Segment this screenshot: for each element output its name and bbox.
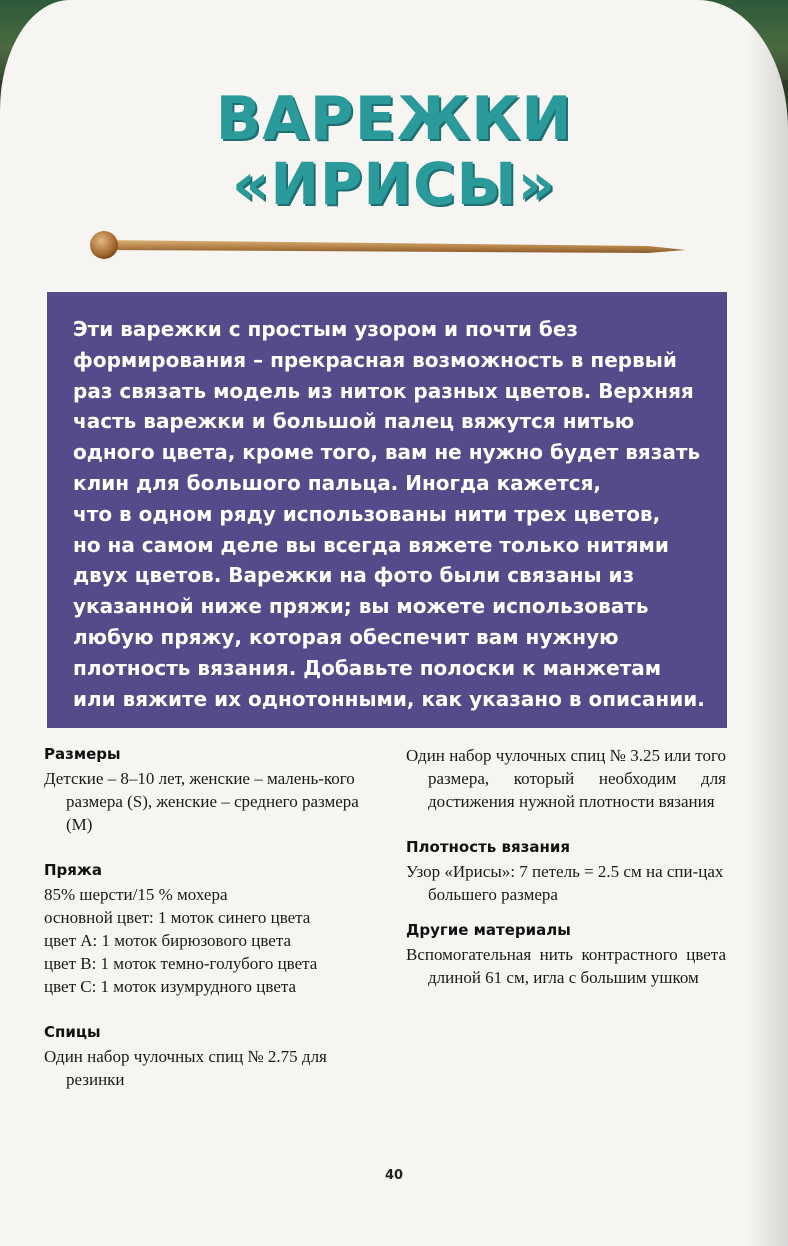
intro-text: Эти варежки с простым узором и почти без формирования – прекрасная возможность в первый раз связать модель из ниток разных цветов. Верхняя часть варежки и большой палец вяжутся нитью одного цвета, кроме того, вам не нужно будет вязать клин для большого пальца. Иногда кажется, что в одном ряду использованы нити трех цветов, но на самом деле вы всегда вяжете только нитями двух цветов. Варежки на фото были связаны из указанной ниже пряжи; вы можете использовать любую пряжу, которая обеспечит вам нужную плотность вязания. Добавьте полоски к манжетам или вяжите их однотонными, как указано в описании.: [73, 317, 705, 711]
needles-heading: Спицы: [44, 1023, 101, 1041]
left-column: [44, 744, 374, 1091]
yarn-line: цвет A: 1 моток бирюзового цвета: [44, 931, 292, 950]
yarn-line: цвет B: 1 моток темно-голубого цвета: [44, 954, 318, 973]
yarn-line: цвет C: 1 моток изумрудного цвета: [44, 977, 297, 996]
gauge-text: Узор «Ирисы»: 7 петель = 2.5 см на спи-цах большего размера: [406, 862, 724, 904]
sizes-text: Детские – 8–10 лет, женские – малень-кого размера (S), женские – среднего размера (M): [44, 769, 359, 834]
yarn-line: основной цвет: 1 моток синего цвета: [44, 908, 311, 927]
needles-text-2: Один набор чулочных спиц № 3.25 или того размера, который необходим для достижения нужной плотности вязания: [406, 746, 726, 811]
page-gutter-shadow: [748, 0, 788, 1246]
gauge-heading: Плотность вязания: [406, 838, 570, 856]
needles-text-1: Один набор чулочных спиц № 2.75 для резинки: [44, 1047, 327, 1089]
intro-box: [47, 292, 727, 728]
knitting-needle-icon: [88, 228, 688, 262]
right-column: [406, 744, 726, 989]
yarn-heading: Пряжа: [44, 861, 102, 879]
page-number: 40: [384, 1168, 404, 1183]
page-title-line1: ВАРЕЖКИ: [215, 84, 573, 154]
sizes-heading: Размеры: [44, 745, 121, 763]
other-materials-text: Вспомогательная нить контрастного цвета длиной 61 см, игла с большим ушком: [406, 945, 726, 987]
page-title-line2: «ИРИСЫ»: [231, 150, 557, 218]
yarn-line: 85% шерсти/15 % мохера: [44, 885, 228, 904]
other-materials-heading: Другие материалы: [406, 921, 571, 939]
